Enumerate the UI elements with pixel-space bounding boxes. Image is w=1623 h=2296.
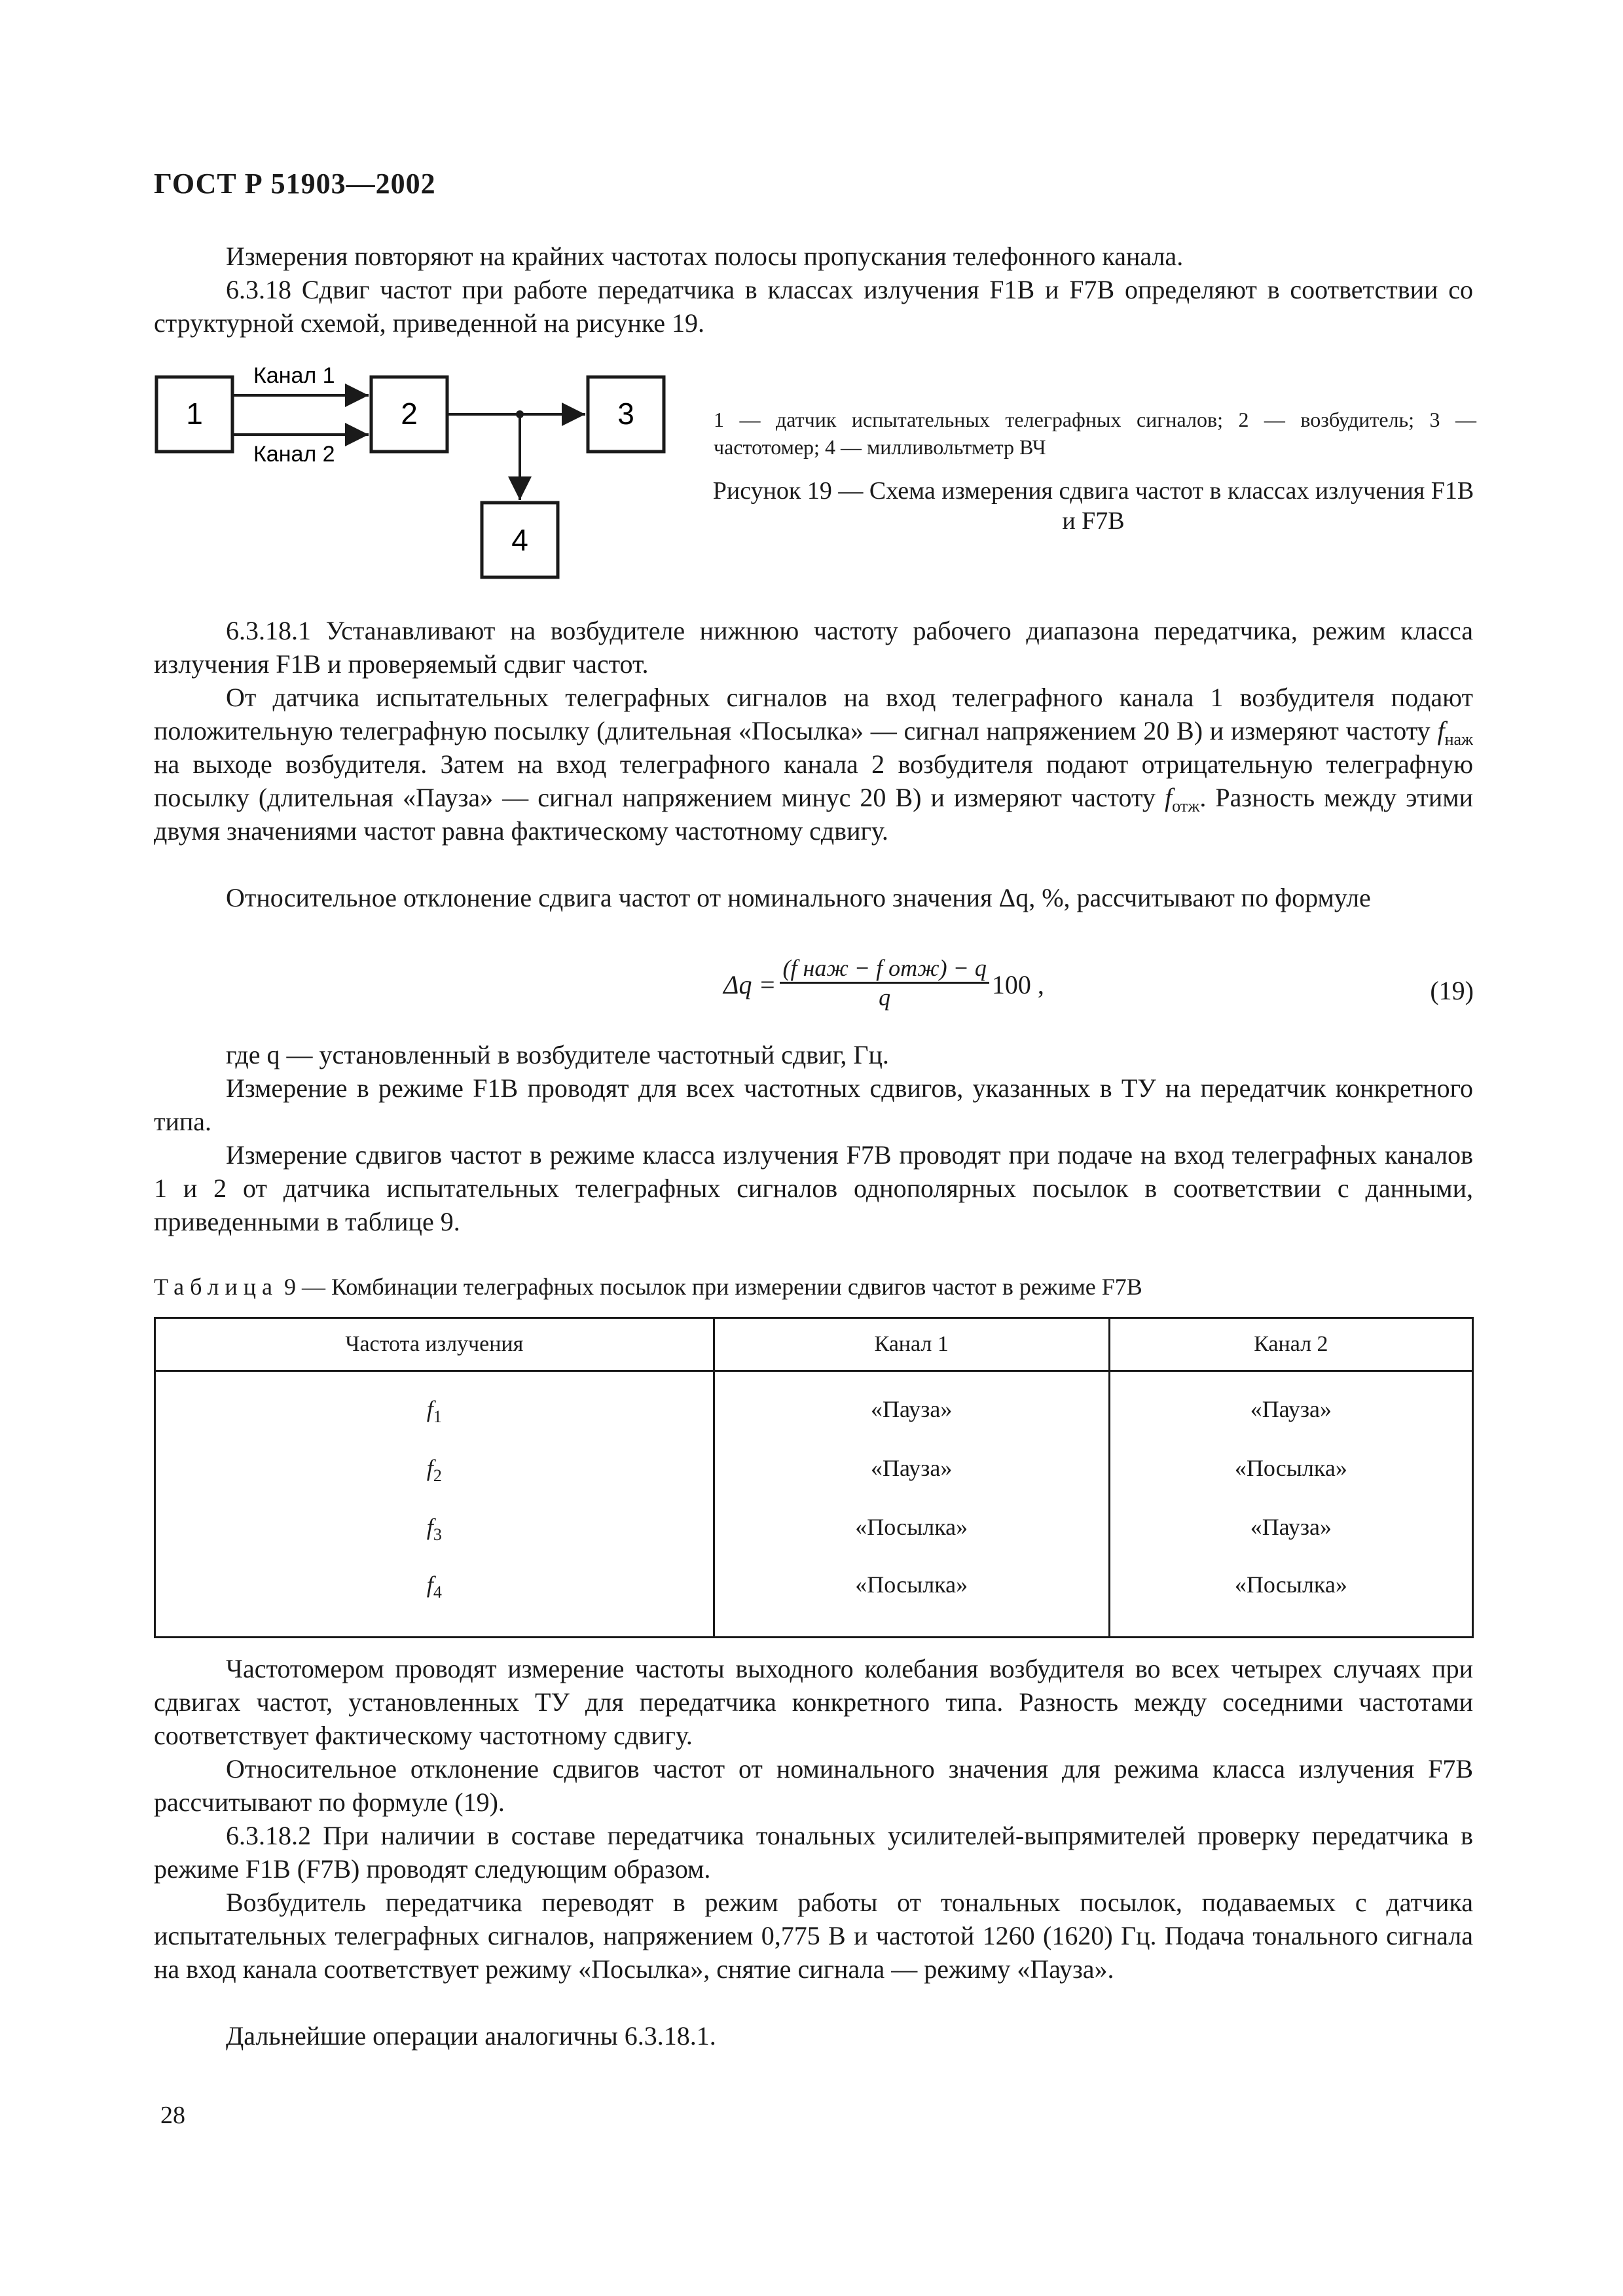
text-segment: . Разность между этими двумя значениями частот равна фактическому частотному сдвигу. [154, 783, 1473, 846]
table-cell-channel-1: «Посылка» [714, 1498, 1109, 1556]
table-cell-channel-2: «Посылка» [1109, 1439, 1472, 1498]
block-2-label: 2 [401, 397, 418, 431]
paragraph-6-3-18: 6.3.18 Сдвиг частот при работе передатчика в классах излучения F1B и F7B определяют в соответствии со структурной схемой, приведенной на рисунке 19. [154, 275, 1473, 338]
figure-19-diagram [147, 353, 684, 586]
junction-dot [516, 410, 524, 418]
figure-caption: Рисунок 19 — Схема измерения сдвига частот в классах излучения F1B и F7B [712, 477, 1474, 535]
paragraph-6-3-18-2: 6.3.18.2 При наличии в составе передатчика тональных усилителей-выпрямителей проверку передатчика в режиме F1B (F7B) проводят следующим образом. [154, 1821, 1473, 1884]
block-1-label: 1 [186, 397, 203, 431]
paragraph-relative-deviation: Относительное отклонение сдвигов частот от номинального значения для режима класса излучения F7B рассчитывают по формуле (19). [154, 1754, 1473, 1817]
paragraph-exciter: Возбудитель передатчика переводят в режим работы от тональных посылок, подаваемых с датчика испытательных телеграфных сигналов, напряжением 0,775 В и частотой 1260 (1620) Гц. Подача тонального сигнала на вход канала соответствует режиму «Посылка», снятие сигнала — режиму «Пауза». [154, 1888, 1473, 1984]
table-cell-frequency [155, 1498, 714, 1556]
paragraph-formula-intro: Относительное отклонение сдвига частот от номинального значения Δq, %, рассчитывают по формуле [226, 883, 1371, 912]
block-4-label: 4 [511, 523, 528, 557]
formula-number: (19) [1430, 976, 1474, 1005]
frequency-symbol: f [1164, 783, 1173, 812]
table-row [155, 1498, 1473, 1556]
subscript-otzh: отж [1172, 797, 1200, 816]
paragraph-frequency-meter: Частотомером проводят измерение частоты выходного колебания возбудителя во всех четырех случаях при сдвигах частот, установленных ТУ для передатчика конкретного типа. Разность между соседними частотами соответствует фактическому частотному сдвигу. [154, 1654, 1473, 1750]
table-header-channel-2: Канал 2 [1109, 1318, 1472, 1371]
table-title-rest: 9 — Комбинации телеграфных посылок при измерении сдвигов частот в режиме F7B [278, 1274, 1142, 1300]
text-segment: на выходе возбудителя. Затем на вход телеграфного канала 2 возбудителя подают отрицательную телеграфную посылку (длительная «Пауза» — сигнал напряжением минус 20 В) и измеряют частоту [154, 749, 1473, 812]
figure-legend [714, 406, 1476, 461]
formula-numerator: (f наж − f отж) − q [780, 954, 989, 984]
paragraph-further-operations: Дальнейшие операции аналогичны 6.3.18.1. [226, 2021, 716, 2051]
table-cell-frequency [155, 1556, 714, 1638]
page-number: 28 [160, 2102, 185, 2129]
text-segment: От датчика испытательных телеграфных сигналов на вход телеграфного канала 1 возбудителя подают положительную телеграфную посылку (длительная «Посылка» — сигнал напряжением 20 В) и измеряют частоту [154, 683, 1473, 745]
paragraph-where-q: где q — установленный в возбудителе частотный сдвиг, Гц. [226, 1040, 889, 1069]
frequency-symbol: f [426, 1455, 433, 1481]
channel-2-label: Канал 2 [253, 442, 335, 467]
table-cell-frequency [155, 1439, 714, 1498]
formula-lhs: Δq = [723, 970, 776, 999]
table-cell-channel-2: «Пауза» [1109, 1380, 1472, 1439]
figure-legend-text: 1 — датчик испытательных телеграфных сигналов; 2 — возбудитель; 3 — частотомер; 4 — милливольтметр ВЧ [714, 408, 1476, 459]
table-row [155, 1556, 1473, 1638]
formula-19 [723, 954, 1044, 1011]
table-cell-channel-2: «Посылка» [1109, 1556, 1472, 1638]
paragraph: Измерения повторяют на крайних частотах полосы пропускания телефонного канала. [226, 242, 1184, 271]
frequency-symbol: f [1437, 716, 1445, 745]
channel-1-label: Канал 1 [253, 363, 335, 388]
table-header-frequency: Частота излучения [155, 1318, 714, 1371]
table-cell-frequency [155, 1380, 714, 1439]
frequency-symbol: f [426, 1514, 433, 1540]
formula-factor: 100 , [991, 970, 1044, 999]
table-title [154, 1273, 1142, 1300]
frequency-index: 3 [433, 1525, 442, 1544]
frequency-index: 4 [433, 1583, 442, 1602]
frequency-index: 2 [433, 1466, 442, 1485]
paragraph-f1b: Измерение в режиме F1B проводят для всех частотных сдвигов, указанных в ТУ на передатчик конкретного типа. [154, 1073, 1473, 1136]
frequency-symbol: f [426, 1396, 433, 1422]
paragraph-measurement [154, 681, 1473, 848]
table-title-word: Таблица [154, 1274, 278, 1300]
table-cell-channel-2: «Пауза» [1109, 1498, 1472, 1556]
frequency-index: 1 [433, 1407, 442, 1426]
table-header-channel-1: Канал 1 [714, 1318, 1109, 1371]
table-cell-channel-1: «Посылка» [714, 1556, 1109, 1638]
table-9 [154, 1317, 1474, 1638]
paragraph-f7b: Измерение сдвигов частот в режиме класса излучения F7B проводят при подаче на вход телеграфных каналов 1 и 2 от датчика испытательных телеграфных сигналов однополярных посылок в соответствии с данными, приведенными в таблице 9. [154, 1140, 1473, 1236]
formula-denominator: q [879, 984, 891, 1011]
paragraph-6-3-18-1: 6.3.18.1 Устанавливают на возбудителе нижнюю частоту рабочего диапазона передатчика, режим класса излучения F1B и проверяемый сдвиг частот. [154, 616, 1473, 679]
block-3-label: 3 [617, 397, 634, 431]
table-row [155, 1439, 1473, 1498]
table-cell-channel-1: «Пауза» [714, 1439, 1109, 1498]
document-header: ГОСТ Р 51903—2002 [154, 168, 436, 200]
frequency-symbol: f [426, 1571, 433, 1598]
table-cell-channel-1: «Пауза» [714, 1380, 1109, 1439]
subscript-nazh: наж [1444, 730, 1473, 749]
table-row [155, 1380, 1473, 1439]
